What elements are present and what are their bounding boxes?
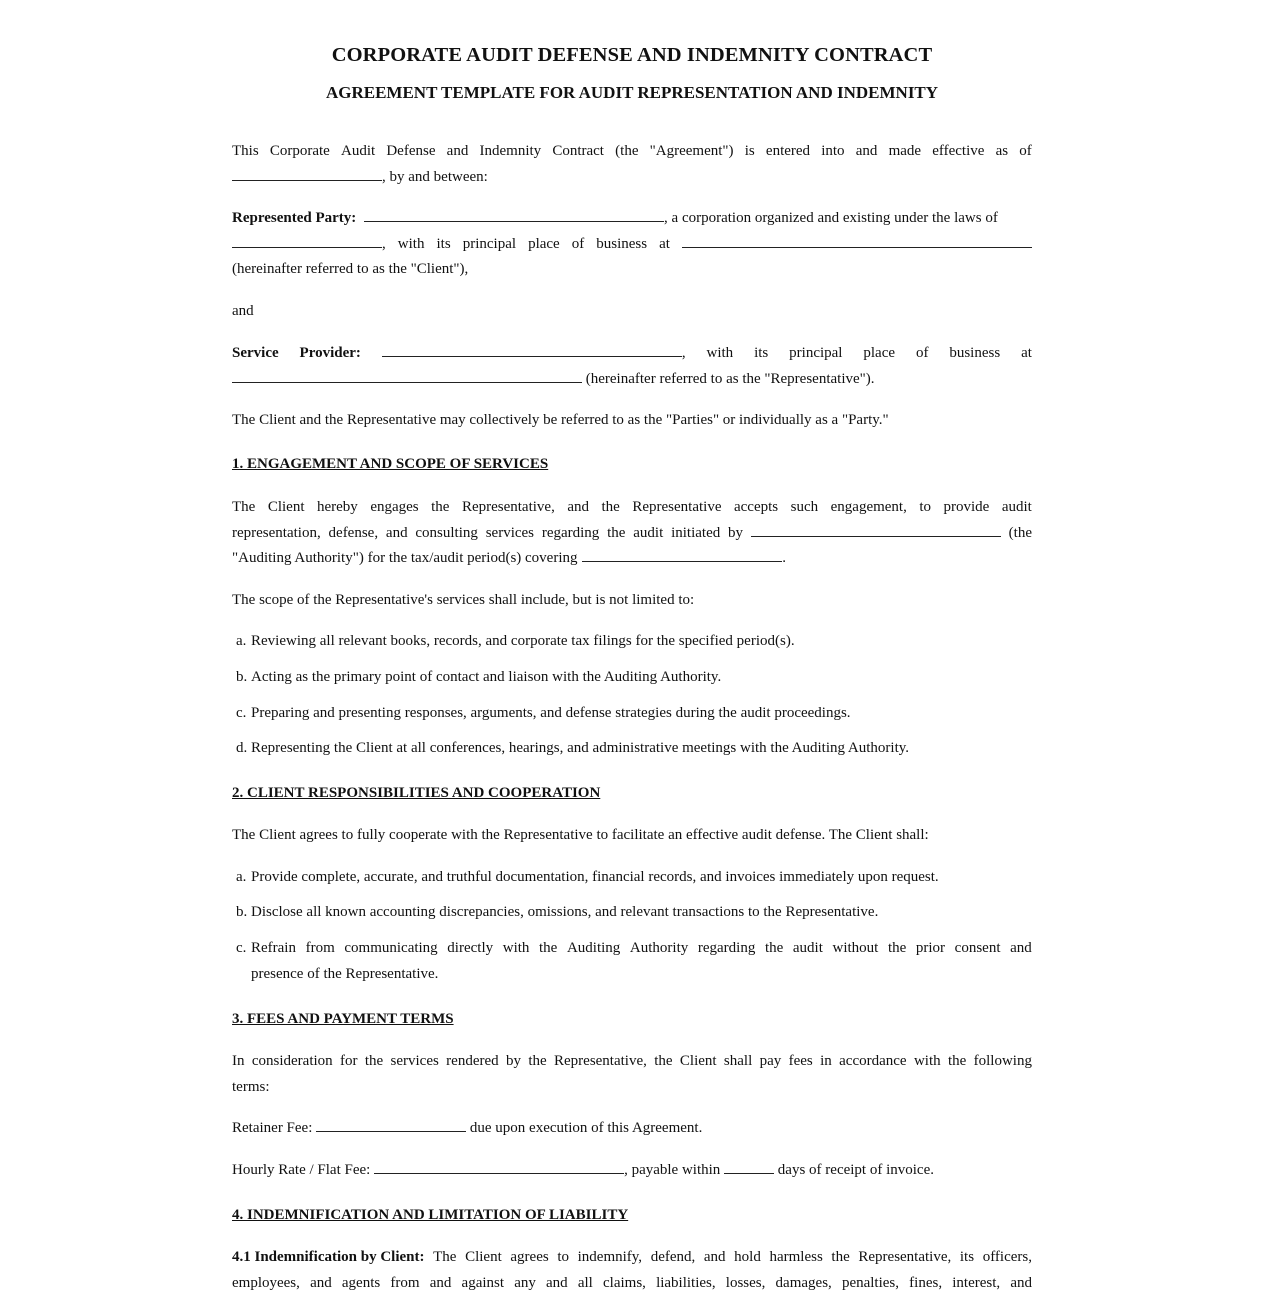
word: indemnify,: [577, 1249, 643, 1265]
word: Defense: [386, 143, 436, 159]
intro-line-1: [232, 139, 1032, 165]
word: as: [995, 143, 1009, 159]
audit-period-blank[interactable]: [582, 547, 782, 562]
word: "Agreement"): [649, 143, 734, 159]
word: and: [310, 1274, 332, 1291]
word: employees,: [232, 1274, 300, 1291]
word: damages,: [775, 1274, 832, 1291]
word: Representative: [632, 499, 722, 515]
word: of: [1019, 143, 1032, 159]
list-item: b. Disclose all known accounting discrepancies, omissions, and relevant transactions to the Representative.: [236, 904, 879, 920]
payment-days-blank[interactable]: [724, 1159, 774, 1174]
document-title: CORPORATE AUDIT DEFENSE AND INDEMNITY CONTRACT: [331, 44, 933, 66]
word: is: [744, 143, 755, 159]
word: the: [528, 1053, 547, 1069]
retainer-fee-line: Retainer Fee: due upon execution of this Agreement.: [232, 1116, 1032, 1142]
hourly-rate-blank[interactable]: [374, 1159, 624, 1174]
word: provide: [943, 499, 990, 515]
word: the: [764, 940, 784, 956]
word: in: [820, 1053, 832, 1069]
word: consent: [954, 940, 1001, 956]
word: regarding: [697, 940, 756, 956]
word: into: [821, 143, 845, 159]
word: against: [461, 1274, 505, 1291]
word: its: [959, 1249, 975, 1265]
word: the: [431, 499, 450, 515]
word: and: [703, 1249, 726, 1265]
word: by: [505, 1053, 521, 1069]
effective-date-blank[interactable]: [232, 166, 382, 181]
word: agrees: [510, 1249, 549, 1265]
word: services: [390, 1053, 439, 1069]
word: Contract: [552, 143, 604, 159]
word: directly: [447, 940, 494, 956]
word: consideration: [251, 1053, 333, 1069]
word: audit: [1001, 499, 1032, 515]
word: (the: [615, 143, 639, 159]
word: claims,: [603, 1274, 646, 1291]
section-2-intro: The Client agrees to fully cooperate with the Representative to facilitate an effective audit defense. The Client shall:: [232, 827, 929, 843]
word: hereby: [317, 499, 358, 515]
word: to: [919, 499, 932, 515]
list-item: d. Representing the Client at all conferences, hearings, and administrative meetings with the Auditing Authority.: [236, 740, 910, 756]
represented-party-text: , a corporation organized and existing under the laws of: [664, 210, 998, 226]
word: the: [831, 1249, 850, 1265]
service-provider-paragraph: Service Provider: , with its principal place of business at (hereinafter referred to as the "Representative").: [232, 341, 1032, 392]
word: Client: [267, 499, 305, 515]
word: the: [887, 940, 907, 956]
word: Authority: [629, 940, 689, 956]
word: entered: [765, 143, 811, 159]
word: the: [539, 940, 558, 956]
word: rendered: [446, 1053, 499, 1069]
word: Auditing: [566, 940, 621, 956]
intro-line-2: , by and between:: [382, 168, 488, 185]
word: fees: [788, 1053, 813, 1069]
word: Client: [465, 1249, 502, 1265]
word: Client: [679, 1053, 717, 1069]
word: Audit: [341, 143, 376, 159]
word: harmless: [769, 1249, 823, 1265]
word: The: [433, 1249, 457, 1265]
hourly-rate-line: Hourly Rate / Flat Fee: , payable within days of receipt of invoice.: [232, 1158, 1032, 1184]
section-3-intro: In consideration for the services rendered by the Representative, the Client shall pay fees in accordance with the following terms:: [232, 1049, 1032, 1100]
word: and: [855, 143, 878, 159]
word: and: [1010, 940, 1032, 956]
word: The: [232, 499, 256, 515]
word: engages: [370, 499, 419, 515]
section-4-heading: 4. INDEMNIFICATION AND LIMITATION OF LIABILITY: [232, 1207, 629, 1223]
section-2-heading: 2. CLIENT RESPONSIBILITIES AND COOPERATION: [232, 785, 601, 801]
word: losses,: [725, 1274, 766, 1291]
represented-party-label: Represented Party:: [232, 210, 357, 226]
intro-paragraph: [232, 139, 1032, 190]
scope-intro: The scope of the Representative's services shall include, but is not limited to:: [232, 592, 695, 608]
client-name-blank[interactable]: [364, 207, 664, 222]
word: to: [557, 1249, 569, 1265]
retainer-fee-blank[interactable]: [316, 1117, 466, 1132]
list-item-c-text: Refrain from communicating directly with the Auditing Authority regarding the audit without the prior consent and presence of the Representative.: [251, 936, 1032, 987]
word: effective: [932, 143, 985, 159]
word: Refrain: [251, 940, 296, 956]
word: and: [429, 1274, 452, 1291]
word: made: [888, 143, 922, 159]
word: from: [390, 1274, 420, 1291]
represented-party-paragraph: Represented Party: , a corporation organized and existing under the laws of , with its principal place of business at (hereinafter referred to as the "Client"),: [232, 206, 1032, 283]
word: and: [1010, 1274, 1032, 1291]
list-item: a. Reviewing all relevant books, records, and corporate tax filings for the specified period(s).: [236, 633, 795, 649]
word: accordance: [839, 1053, 907, 1069]
representative-name-blank[interactable]: [382, 342, 682, 357]
word: This: [232, 143, 259, 159]
word: with: [502, 940, 530, 956]
word: and: [546, 1274, 568, 1291]
word: officers,: [982, 1249, 1032, 1265]
word: Representative,: [858, 1249, 952, 1265]
word: for: [340, 1053, 358, 1069]
word: and: [446, 143, 469, 159]
word: the: [654, 1053, 673, 1069]
word: accepts: [733, 499, 779, 515]
word: with: [913, 1053, 941, 1069]
word: and: [567, 499, 590, 515]
list-item: a. Provide complete, accurate, and truthful documentation, financial records, and invoices immediately upon request.: [236, 869, 939, 885]
word: liabilities,: [656, 1274, 716, 1291]
word: fines,: [909, 1274, 943, 1291]
word: Representative,: [554, 1053, 647, 1069]
word: interest,: [952, 1274, 1001, 1291]
word: audit: [792, 940, 823, 956]
and-word: and: [232, 303, 254, 319]
client-jurisdiction-blank[interactable]: [232, 233, 382, 248]
word: hold: [734, 1249, 761, 1265]
word: the: [364, 1053, 384, 1069]
word: In: [232, 1053, 245, 1069]
section-1-paragraph: The Client hereby engages the Representative, and the Representative accepts such engagement, to provide audit representation, defense, and consulting services regarding the audit initiated by (the "Auditing Authority") for the tax/audit period(s) covering .: [232, 495, 1032, 572]
section-3-heading: 3. FEES AND PAYMENT TERMS: [232, 1011, 454, 1027]
word: such: [790, 499, 819, 515]
word: pay: [759, 1053, 782, 1069]
client-address-blank[interactable]: [682, 233, 1032, 248]
document-subtitle: AGREEMENT TEMPLATE FOR AUDIT REPRESENTATION AND INDEMNITY: [325, 83, 939, 102]
word: any: [514, 1274, 536, 1291]
word: without: [832, 940, 879, 956]
word: all: [577, 1274, 593, 1291]
section-1-heading: 1. ENGAGEMENT AND SCOPE OF SERVICES: [232, 456, 549, 472]
section-4-1-paragraph: [232, 1245, 1032, 1296]
word: prior: [915, 940, 946, 956]
indemnification-label: 4.1 Indemnification by Client:: [232, 1249, 425, 1265]
auditing-authority-blank[interactable]: [751, 522, 1001, 537]
word: Representative,: [461, 499, 555, 515]
word: agents: [341, 1274, 381, 1291]
word: the: [601, 499, 620, 515]
list-item: b. Acting as the primary point of contact and liaison with the Auditing Authority.: [236, 669, 722, 685]
word: penalties,: [841, 1274, 900, 1291]
parties-note: The Client and the Representative may collectively be referred to as the "Parties" or individually as a "Party.": [232, 412, 889, 428]
represented-party-line-3: (hereinafter referred to as the "Client"),: [232, 261, 469, 277]
word: the: [947, 1053, 967, 1069]
word: communicating: [344, 940, 438, 956]
word: from: [305, 940, 335, 956]
word: shall: [723, 1053, 753, 1069]
service-provider-line-2: (hereinafter referred to as the "Representative").: [585, 370, 875, 387]
word: Corporate: [269, 143, 330, 159]
word: Indemnity: [479, 143, 542, 159]
list-item: c. Preparing and presenting responses, arguments, and defense strategies during the audit proceedings.: [236, 705, 851, 721]
representative-address-blank[interactable]: [232, 368, 582, 383]
word: engagement,: [830, 499, 907, 515]
word: defend,: [650, 1249, 696, 1265]
word: following: [973, 1053, 1032, 1069]
